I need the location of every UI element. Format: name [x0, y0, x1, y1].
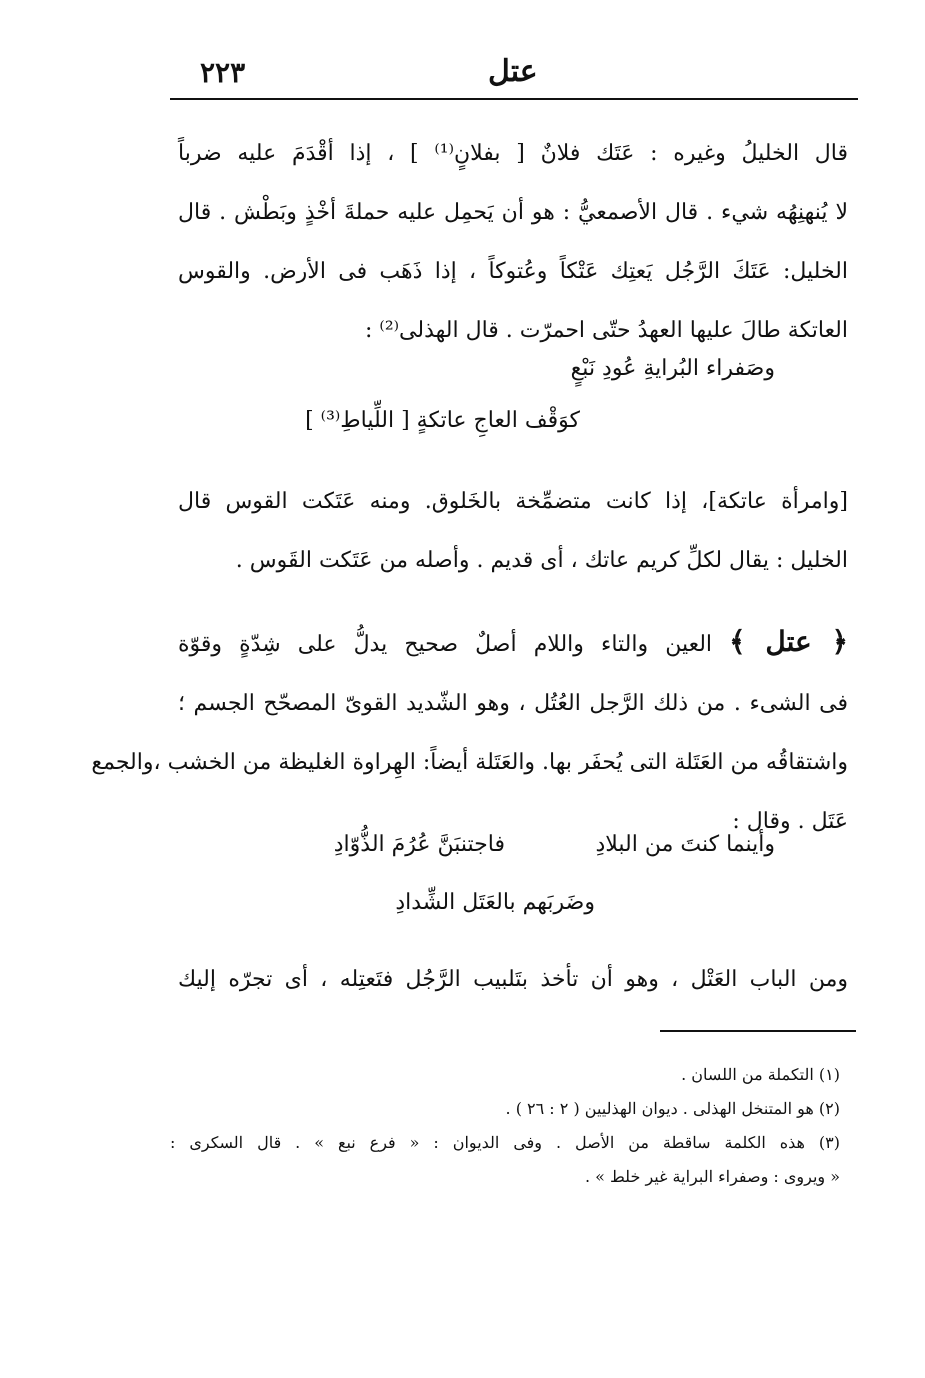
- entry-first-line: [178, 612, 848, 674]
- footnotes: [170, 1058, 840, 1194]
- footnote-3-continued: « ويروى : وصفراء البراية غير خلط » .: [584, 1167, 840, 1186]
- text-line: لا يُنهنِهُه شيء . قال الأصمعيُّ : هو أن يَحمِل عليه حملةَ أخْذٍ وبَطْش . قال: [178, 200, 848, 225]
- text-line: ومن الباب العَتْل ، وهو أن تأخذ بتَلبيب الرَّجُل فتَعتِله ، أى تجرّه إليك: [178, 967, 848, 992]
- paragraph-2: [178, 472, 848, 590]
- paragraph-3: [178, 950, 848, 1009]
- entry-text: العين والتاء واللام أصلٌ صحيح يدلُّ على شِدّةٍ وقوّة: [178, 632, 713, 657]
- verse-2-hemistich-1: وأينما كنتَ من البلادِ: [595, 832, 775, 857]
- entry-headword: ﴿ عتل ﴾: [729, 625, 848, 658]
- running-head: عتل: [488, 54, 538, 89]
- text-line: الخليل : يقال لكلِّ كريم عاتك ، أى قديم . وأصله من عَتَكت القَوس .: [235, 548, 848, 573]
- text-line: قال الخليلُ وغيره : عَتَك فلانٌ [ بفلانٍ⁽¹⁾ ] ، إذا أقْدَمَ عليه ضرباً: [178, 141, 848, 166]
- page-header: [170, 52, 858, 96]
- header-rule: [170, 98, 858, 100]
- text-line: العاتكة طالَ عليها العهدُ حتّى احمرّت . قال الهذلى⁽²⁾ :: [365, 318, 848, 343]
- footnote-rule: [660, 1030, 856, 1032]
- footnote-3: (٣) هذه الكلمة ساقطة من الأصل . وفى الديوان : « فرع نبع » . قال السكرى :: [170, 1133, 840, 1152]
- entry-atl: [91, 612, 848, 851]
- verse-1-line-2: كوَقْف العاجِ عاتكةٍ [ اللِّياطِ⁽³⁾ ]: [305, 408, 580, 433]
- page-number: ٢٢٣: [200, 56, 246, 89]
- verse-2-line-2: وضَربَهم بالعَتَل الشِّدادِ: [395, 890, 595, 915]
- verse-1-line-1: وصَفراء البُرايةِ عُودِ نَبْعٍ: [570, 356, 775, 381]
- text-line: [وامرأة عاتكة]، إذا كانت متضمِّخة بالخَلوق. ومنه عَتَكت القوس قال: [178, 489, 848, 514]
- text-line: عَتَل . وقال :: [732, 809, 848, 834]
- footnote-1: (١) التكملة من اللسان .: [681, 1065, 840, 1084]
- paragraph-1: [178, 124, 848, 360]
- verse-2-hemistich-2: فاجتنبَنَّ عُرُمَ الذُّوّادِ: [333, 832, 505, 857]
- footnote-2: (٢) هو المتنخل الهذلى . ديوان الهذليين ( ٢ : ٢٦ ) .: [505, 1099, 840, 1118]
- text-line: الخليل: عَتَكَ الرَّجُل يَعتِك عَتْكاً وعُتوكاً ، إذا ذَهَب فى الأرض. والقوس: [178, 259, 848, 284]
- text-line: واشتقاقُه من العَتَلة التى يُحفَر بها. والعَتَلة أيضاً: الهِراوة الغليظة من الخشب ،والجمع: [91, 750, 848, 775]
- text-line: فى الشىء . من ذلك الرَّجل العُتُل ، وهو الشّديد القوىّ المصحّح الجسم ؛: [178, 691, 848, 716]
